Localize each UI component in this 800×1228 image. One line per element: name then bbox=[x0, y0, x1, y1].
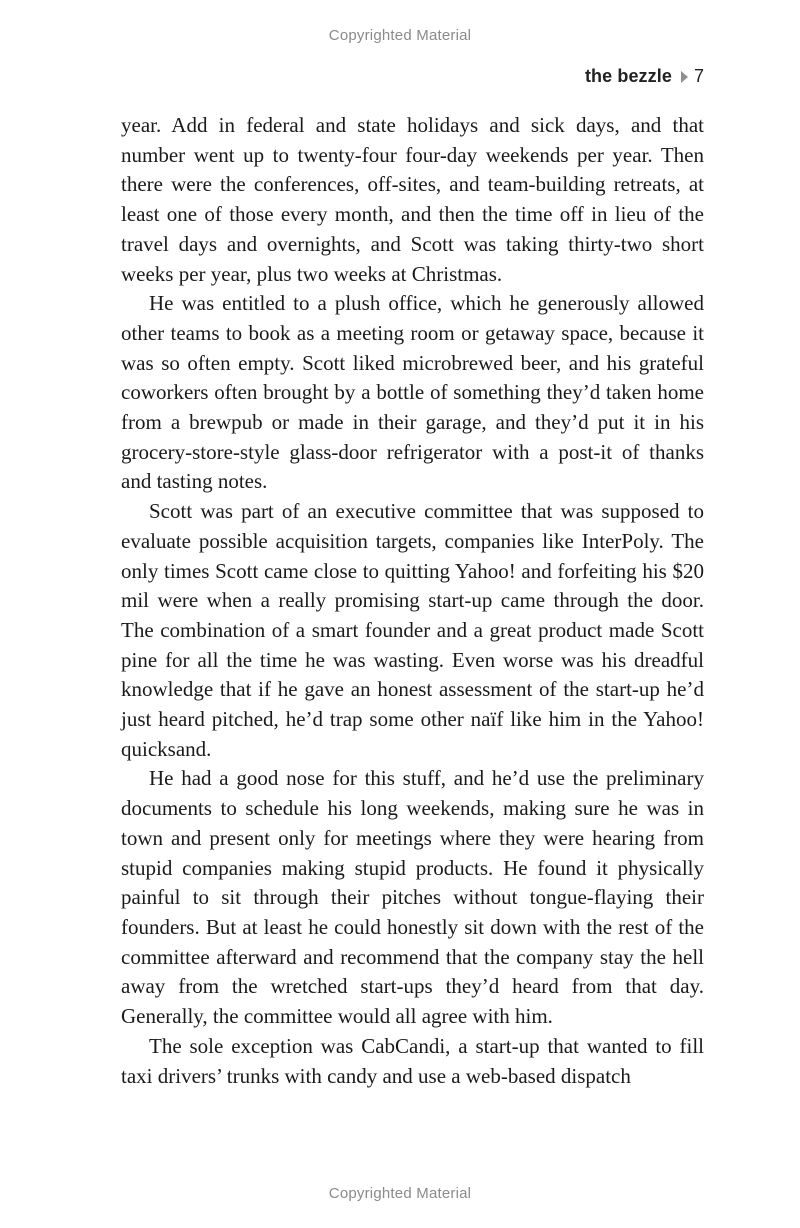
body-text bbox=[121, 111, 704, 1091]
running-head bbox=[585, 66, 704, 87]
paragraph: He was entitled to a plush office, which he generously allowed other teams to book as a meeting room or getaway space, because it was so often empty. Scott liked microbrewed beer, and his grateful coworkers often brought by a bottle of something they’d taken home from a brewpub or made in their garage, and they’d put it in his grocery-store-style glass-door refrigerator with a post-it of thanks and tasting notes. bbox=[121, 291, 704, 494]
paragraph: He had a good nose for this stuff, and he’d use the preliminary documents to schedule his long weekends, making sure he was in town and present only for meetings where they were hearing from stupid companies making stupid products. He found it physically painful to sit through their pitches without tongue-flaying their founders. But at least he could honestly sit down with the rest of the committee afterward and recommend that the company stay the hell away from the wretched start-ups they’d heard from that day. Generally, the committee would all agree with him. bbox=[121, 766, 704, 1029]
paragraph: year. Add in federal and state holidays and sick days, and that number went up to twenty-four four-day weekends per year. Then there were the conferences, off-sites, and team-building retreats, at least one of those every month, and then the time off in lieu of the travel days and overnights, and Scott was taking thirty-two short weeks per year, plus two weeks at Christmas. bbox=[121, 113, 704, 286]
book-title: the bezzle bbox=[584, 66, 672, 86]
triangle-right-icon bbox=[681, 71, 688, 83]
copyright-watermark-bottom: Copyrighted Material bbox=[328, 1185, 472, 1202]
page-number: 7 bbox=[693, 66, 704, 86]
paragraph: The sole exception was CabCandi, a start-up that wanted to fill taxi drivers’ trunks with candy and use a web-based dispatch bbox=[121, 1033, 704, 1088]
copyright-watermark-top: Copyrighted Material bbox=[328, 27, 472, 44]
paragraph: Scott was part of an executive committee that was supposed to evaluate possible acquisition targets, companies like InterPoly. The only times Scott came close to quitting Yahoo! and forfeiting his $20 mil were when a really promising start-up came through the door. The combination of a smart founder and a great product made Scott pine for all the time he was wasting. Even worse was his dreadful knowledge that if he gave an honest assessment of the start-up he’d just heard pitched, he’d trap some other naïf like him in the Yahoo! quicksand. bbox=[121, 499, 704, 761]
